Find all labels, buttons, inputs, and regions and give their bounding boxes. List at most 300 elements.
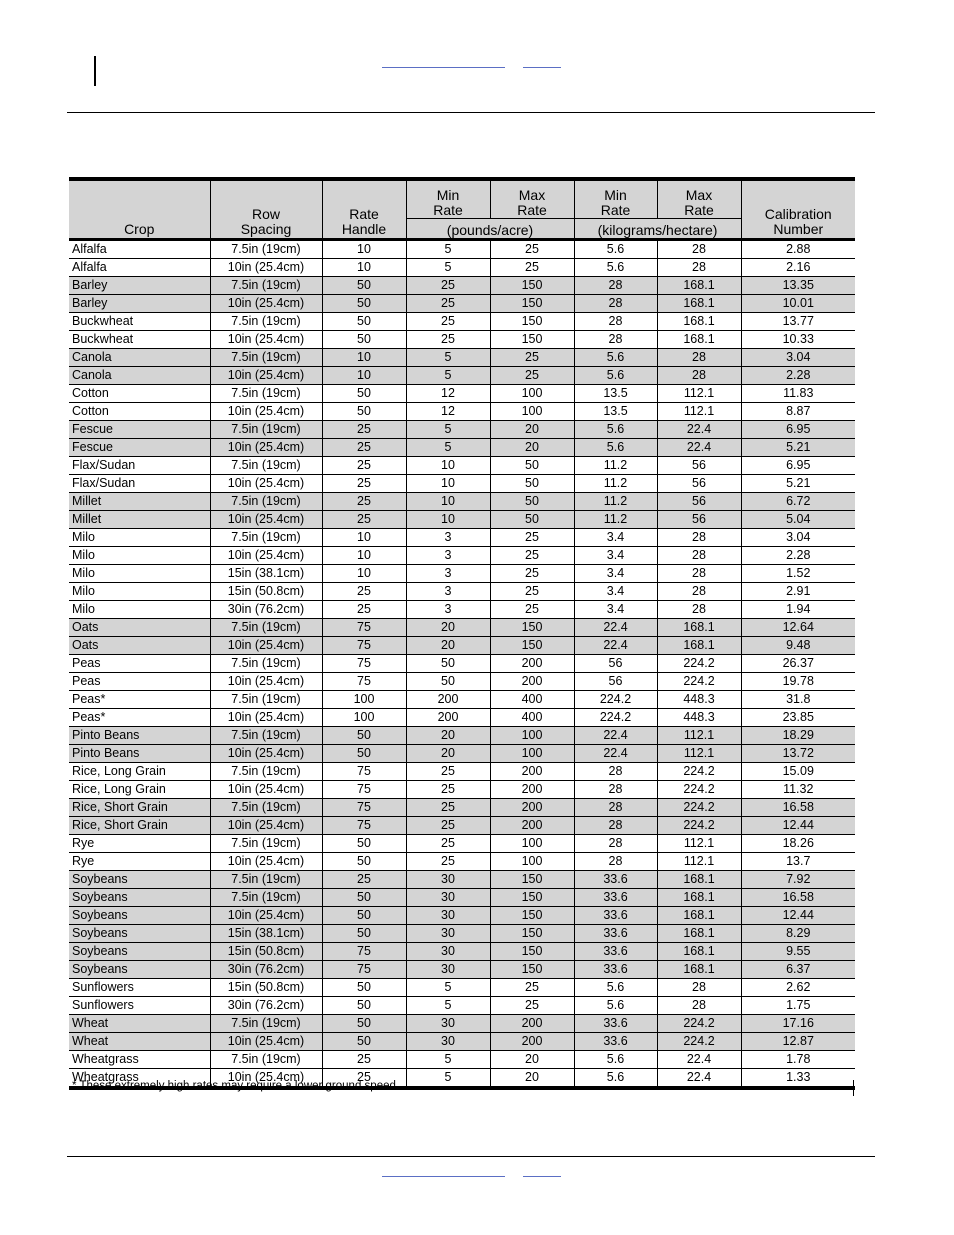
cell-max-rate-lb: 25 — [490, 997, 574, 1015]
cell-max-rate-lb: 50 — [490, 511, 574, 529]
header-link-underline-left[interactable] — [382, 67, 505, 68]
cell-min-rate-kg: 33.6 — [574, 889, 657, 907]
cell-rate-handle: 50 — [322, 277, 406, 295]
cell-max-rate-kg: 112.1 — [657, 727, 741, 745]
cell-min-rate-kg: 5.6 — [574, 240, 657, 259]
cell-min-rate-lb: 50 — [406, 655, 490, 673]
cell-crop: Milo — [69, 529, 210, 547]
cell-crop: Milo — [69, 583, 210, 601]
cell-min-rate-kg: 33.6 — [574, 961, 657, 979]
cell-min-rate-lb: 10 — [406, 457, 490, 475]
cell-max-rate-kg: 168.1 — [657, 925, 741, 943]
cell-rate-handle: 75 — [322, 799, 406, 817]
cell-max-rate-lb: 150 — [490, 295, 574, 313]
cell-min-rate-kg: 33.6 — [574, 871, 657, 889]
cell-row-spacing: 15in (50.8cm) — [210, 979, 322, 997]
cell-row-spacing: 7.5in (19cm) — [210, 240, 322, 259]
table-row — [69, 709, 855, 727]
cell-rate-handle: 25 — [322, 493, 406, 511]
table-row — [69, 817, 855, 835]
cell-row-spacing: 15in (50.8cm) — [210, 943, 322, 961]
cell-max-rate-kg: 112.1 — [657, 403, 741, 421]
cell-max-rate-kg: 168.1 — [657, 637, 741, 655]
cell-min-rate-lb: 25 — [406, 781, 490, 799]
cell-max-rate-kg: 224.2 — [657, 1033, 741, 1051]
table-row — [69, 997, 855, 1015]
cell-row-spacing: 7.5in (19cm) — [210, 457, 322, 475]
cell-calibration-number: 1.52 — [741, 565, 855, 583]
cell-crop: Sunflowers — [69, 997, 210, 1015]
cell-max-rate-lb: 25 — [490, 367, 574, 385]
footer-link-underline-left[interactable] — [382, 1176, 505, 1177]
cell-calibration-number: 6.95 — [741, 421, 855, 439]
cell-crop: Soybeans — [69, 925, 210, 943]
cell-max-rate-kg: 112.1 — [657, 853, 741, 871]
cell-row-spacing: 10in (25.4cm) — [210, 745, 322, 763]
cell-max-rate-kg: 22.4 — [657, 439, 741, 457]
cell-max-rate-kg: 28 — [657, 259, 741, 277]
cell-calibration-number: 1.33 — [741, 1069, 855, 1089]
cell-max-rate-kg: 168.1 — [657, 907, 741, 925]
cell-max-rate-lb: 25 — [490, 979, 574, 997]
cell-max-rate-lb: 150 — [490, 619, 574, 637]
cell-row-spacing: 10in (25.4cm) — [210, 259, 322, 277]
cell-max-rate-lb: 50 — [490, 457, 574, 475]
cell-min-rate-lb: 25 — [406, 853, 490, 871]
cell-min-rate-kg: 28 — [574, 331, 657, 349]
cell-calibration-number: 16.58 — [741, 799, 855, 817]
cell-min-rate-kg: 33.6 — [574, 925, 657, 943]
cell-min-rate-lb: 20 — [406, 745, 490, 763]
cell-max-rate-kg: 224.2 — [657, 655, 741, 673]
footer-link-underline-right[interactable] — [523, 1176, 561, 1177]
cell-min-rate-lb: 30 — [406, 1033, 490, 1051]
cell-min-rate-lb: 5 — [406, 1051, 490, 1069]
table-row — [69, 673, 855, 691]
cell-calibration-number: 8.87 — [741, 403, 855, 421]
cell-rate-handle: 50 — [322, 925, 406, 943]
header-rate-handle: Rate Handle — [322, 179, 406, 240]
table-row — [69, 925, 855, 943]
cell-min-rate-lb: 20 — [406, 637, 490, 655]
cell-max-rate-kg: 56 — [657, 475, 741, 493]
cell-row-spacing: 10in (25.4cm) — [210, 547, 322, 565]
table-row — [69, 475, 855, 493]
cell-max-rate-lb: 50 — [490, 475, 574, 493]
cell-rate-handle: 100 — [322, 709, 406, 727]
cell-crop: Milo — [69, 547, 210, 565]
table-row — [69, 835, 855, 853]
cell-calibration-number: 18.29 — [741, 727, 855, 745]
table-row — [69, 295, 855, 313]
cell-row-spacing: 10in (25.4cm) — [210, 439, 322, 457]
cell-crop: Oats — [69, 619, 210, 637]
table-row — [69, 1033, 855, 1051]
header-rule — [67, 112, 875, 113]
cell-min-rate-kg: 28 — [574, 763, 657, 781]
cell-max-rate-lb: 400 — [490, 691, 574, 709]
table-body — [69, 240, 855, 1089]
cell-calibration-number: 7.92 — [741, 871, 855, 889]
cell-calibration-number: 26.37 — [741, 655, 855, 673]
cell-max-rate-lb: 25 — [490, 547, 574, 565]
cell-max-rate-lb: 25 — [490, 601, 574, 619]
cell-rate-handle: 10 — [322, 367, 406, 385]
cell-crop: Sunflowers — [69, 979, 210, 997]
cell-row-spacing: 7.5in (19cm) — [210, 799, 322, 817]
cell-calibration-number: 2.91 — [741, 583, 855, 601]
cell-max-rate-kg: 22.4 — [657, 1051, 741, 1069]
cell-max-rate-kg: 56 — [657, 511, 741, 529]
cell-rate-handle: 25 — [322, 421, 406, 439]
cell-max-rate-lb: 25 — [490, 583, 574, 601]
cell-rate-handle: 75 — [322, 637, 406, 655]
cell-calibration-number: 11.32 — [741, 781, 855, 799]
cell-max-rate-lb: 20 — [490, 1051, 574, 1069]
cell-min-rate-lb: 25 — [406, 799, 490, 817]
cell-row-spacing: 15in (38.1cm) — [210, 925, 322, 943]
cell-row-spacing: 10in (25.4cm) — [210, 475, 322, 493]
cell-min-rate-lb: 200 — [406, 691, 490, 709]
cell-calibration-number: 6.72 — [741, 493, 855, 511]
cell-row-spacing: 30in (76.2cm) — [210, 997, 322, 1015]
cell-max-rate-lb: 200 — [490, 1015, 574, 1033]
cell-max-rate-kg: 112.1 — [657, 745, 741, 763]
table-row — [69, 331, 855, 349]
cell-max-rate-lb: 25 — [490, 259, 574, 277]
table-row — [69, 619, 855, 637]
table-row — [69, 583, 855, 601]
table-row — [69, 727, 855, 745]
cell-min-rate-lb: 25 — [406, 817, 490, 835]
cell-max-rate-kg: 168.1 — [657, 871, 741, 889]
cell-min-rate-lb: 12 — [406, 403, 490, 421]
cell-crop: Soybeans — [69, 889, 210, 907]
cell-crop: Cotton — [69, 403, 210, 421]
table-row — [69, 979, 855, 997]
cell-max-rate-lb: 100 — [490, 727, 574, 745]
cell-max-rate-lb: 100 — [490, 403, 574, 421]
table-row — [69, 259, 855, 277]
cell-row-spacing: 7.5in (19cm) — [210, 763, 322, 781]
cell-max-rate-kg: 22.4 — [657, 421, 741, 439]
table-row — [69, 421, 855, 439]
cell-calibration-number: 13.72 — [741, 745, 855, 763]
cell-crop: Rice, Long Grain — [69, 763, 210, 781]
cell-max-rate-lb: 100 — [490, 745, 574, 763]
table-header-row — [69, 179, 855, 219]
cell-row-spacing: 30in (76.2cm) — [210, 961, 322, 979]
cell-max-rate-kg: 112.1 — [657, 385, 741, 403]
cell-min-rate-lb: 5 — [406, 240, 490, 259]
header-calibration-number: Calibration Number — [741, 179, 855, 240]
cell-calibration-number: 15.09 — [741, 763, 855, 781]
cell-rate-handle: 50 — [322, 727, 406, 745]
cell-crop: Millet — [69, 511, 210, 529]
cell-min-rate-kg: 5.6 — [574, 349, 657, 367]
cell-min-rate-lb: 25 — [406, 331, 490, 349]
table-row — [69, 961, 855, 979]
cell-max-rate-lb: 20 — [490, 1069, 574, 1089]
cell-crop: Flax/Sudan — [69, 457, 210, 475]
cell-max-rate-kg: 224.2 — [657, 763, 741, 781]
cell-rate-handle: 10 — [322, 529, 406, 547]
cell-rate-handle: 25 — [322, 1069, 406, 1089]
cell-rate-handle: 25 — [322, 457, 406, 475]
cell-calibration-number: 1.94 — [741, 601, 855, 619]
cell-min-rate-kg: 22.4 — [574, 745, 657, 763]
cell-rate-handle: 25 — [322, 439, 406, 457]
cell-min-rate-kg: 28 — [574, 313, 657, 331]
cell-min-rate-lb: 200 — [406, 709, 490, 727]
cell-rate-handle: 50 — [322, 835, 406, 853]
cell-row-spacing: 7.5in (19cm) — [210, 871, 322, 889]
cell-min-rate-lb: 30 — [406, 889, 490, 907]
cell-rate-handle: 25 — [322, 601, 406, 619]
cell-max-rate-lb: 25 — [490, 565, 574, 583]
cell-min-rate-lb: 30 — [406, 925, 490, 943]
cell-min-rate-kg: 3.4 — [574, 565, 657, 583]
cell-min-rate-lb: 20 — [406, 727, 490, 745]
cell-calibration-number: 13.7 — [741, 853, 855, 871]
table-row — [69, 313, 855, 331]
cell-row-spacing: 10in (25.4cm) — [210, 637, 322, 655]
cell-min-rate-kg: 28 — [574, 835, 657, 853]
cell-crop: Fescue — [69, 421, 210, 439]
cell-min-rate-kg: 22.4 — [574, 619, 657, 637]
cell-calibration-number: 12.87 — [741, 1033, 855, 1051]
cell-row-spacing: 7.5in (19cm) — [210, 727, 322, 745]
cell-crop: Wheatgrass — [69, 1051, 210, 1069]
cell-crop: Oats — [69, 637, 210, 655]
cell-max-rate-kg: 224.2 — [657, 781, 741, 799]
cell-max-rate-kg: 448.3 — [657, 691, 741, 709]
cell-max-rate-lb: 100 — [490, 835, 574, 853]
cell-rate-handle: 75 — [322, 673, 406, 691]
table-row — [69, 601, 855, 619]
table-row — [69, 565, 855, 583]
cell-max-rate-kg: 168.1 — [657, 889, 741, 907]
cell-calibration-number: 12.64 — [741, 619, 855, 637]
cell-rate-handle: 25 — [322, 511, 406, 529]
cell-min-rate-kg: 28 — [574, 799, 657, 817]
cell-max-rate-lb: 150 — [490, 637, 574, 655]
cell-crop: Rice, Short Grain — [69, 799, 210, 817]
cell-row-spacing: 7.5in (19cm) — [210, 889, 322, 907]
table-row — [69, 655, 855, 673]
cell-row-spacing: 7.5in (19cm) — [210, 529, 322, 547]
cell-rate-handle: 10 — [322, 259, 406, 277]
cell-rate-handle: 25 — [322, 1051, 406, 1069]
cell-min-rate-lb: 30 — [406, 907, 490, 925]
cell-calibration-number: 9.48 — [741, 637, 855, 655]
cell-calibration-number: 10.01 — [741, 295, 855, 313]
cell-rate-handle: 10 — [322, 240, 406, 259]
cell-row-spacing: 10in (25.4cm) — [210, 781, 322, 799]
cell-row-spacing: 10in (25.4cm) — [210, 709, 322, 727]
cell-crop: Rye — [69, 835, 210, 853]
cell-min-rate-lb: 30 — [406, 943, 490, 961]
cell-min-rate-lb: 30 — [406, 871, 490, 889]
cell-rate-handle: 50 — [322, 313, 406, 331]
cell-max-rate-lb: 25 — [490, 240, 574, 259]
cell-crop: Milo — [69, 601, 210, 619]
cell-max-rate-lb: 150 — [490, 331, 574, 349]
cell-crop: Flax/Sudan — [69, 475, 210, 493]
cell-rate-handle: 50 — [322, 889, 406, 907]
table-row — [69, 367, 855, 385]
cell-row-spacing: 7.5in (19cm) — [210, 1051, 322, 1069]
cell-min-rate-kg: 11.2 — [574, 457, 657, 475]
cell-min-rate-lb: 3 — [406, 583, 490, 601]
cell-min-rate-lb: 10 — [406, 475, 490, 493]
cell-min-rate-kg: 11.2 — [574, 493, 657, 511]
cell-crop: Alfalfa — [69, 259, 210, 277]
cell-crop: Canola — [69, 349, 210, 367]
table-row — [69, 529, 855, 547]
table-row — [69, 1051, 855, 1069]
cell-min-rate-kg: 224.2 — [574, 691, 657, 709]
cell-crop: Milo — [69, 565, 210, 583]
cell-min-rate-kg: 3.4 — [574, 547, 657, 565]
cell-max-rate-kg: 28 — [657, 240, 741, 259]
cell-min-rate-lb: 5 — [406, 439, 490, 457]
cell-crop: Pinto Beans — [69, 745, 210, 763]
cell-max-rate-lb: 200 — [490, 1033, 574, 1051]
cell-row-spacing: 10in (25.4cm) — [210, 853, 322, 871]
header-unit-pounds-acre: (pounds/acre) — [406, 219, 574, 240]
cell-max-rate-lb: 200 — [490, 673, 574, 691]
header-min-rate-lb: Min Rate — [406, 179, 490, 219]
cell-crop: Buckwheat — [69, 313, 210, 331]
footer-rule — [67, 1156, 875, 1157]
cell-max-rate-lb: 150 — [490, 925, 574, 943]
cell-min-rate-lb: 5 — [406, 367, 490, 385]
cell-min-rate-lb: 30 — [406, 961, 490, 979]
cell-row-spacing: 10in (25.4cm) — [210, 1033, 322, 1051]
cell-max-rate-lb: 150 — [490, 871, 574, 889]
cell-max-rate-lb: 100 — [490, 853, 574, 871]
cell-max-rate-kg: 224.2 — [657, 799, 741, 817]
cell-calibration-number: 19.78 — [741, 673, 855, 691]
cell-rate-handle: 75 — [322, 763, 406, 781]
cell-calibration-number: 2.28 — [741, 547, 855, 565]
table-row — [69, 1015, 855, 1033]
cell-rate-handle: 50 — [322, 385, 406, 403]
cell-rate-handle: 75 — [322, 943, 406, 961]
cell-min-rate-kg: 5.6 — [574, 1069, 657, 1089]
cell-max-rate-lb: 150 — [490, 313, 574, 331]
cell-max-rate-lb: 20 — [490, 421, 574, 439]
cell-max-rate-kg: 22.4 — [657, 1069, 741, 1089]
cell-calibration-number: 2.62 — [741, 979, 855, 997]
cell-calibration-number: 31.8 — [741, 691, 855, 709]
cell-min-rate-lb: 5 — [406, 997, 490, 1015]
cell-min-rate-kg: 33.6 — [574, 1015, 657, 1033]
cell-min-rate-lb: 25 — [406, 835, 490, 853]
cell-rate-handle: 75 — [322, 817, 406, 835]
cell-min-rate-lb: 10 — [406, 493, 490, 511]
cell-min-rate-lb: 20 — [406, 619, 490, 637]
cell-crop: Peas* — [69, 709, 210, 727]
cell-min-rate-lb: 5 — [406, 1069, 490, 1089]
cell-row-spacing: 10in (25.4cm) — [210, 331, 322, 349]
header-link-underline-right[interactable] — [523, 67, 561, 68]
cell-min-rate-kg: 13.5 — [574, 385, 657, 403]
cell-max-rate-kg: 28 — [657, 349, 741, 367]
cell-min-rate-kg: 5.6 — [574, 439, 657, 457]
cell-max-rate-lb: 200 — [490, 799, 574, 817]
cell-max-rate-kg: 28 — [657, 583, 741, 601]
cell-row-spacing: 10in (25.4cm) — [210, 295, 322, 313]
cell-rate-handle: 10 — [322, 349, 406, 367]
cell-max-rate-kg: 448.3 — [657, 709, 741, 727]
cell-crop: Barley — [69, 295, 210, 313]
cell-min-rate-lb: 25 — [406, 763, 490, 781]
cell-row-spacing: 10in (25.4cm) — [210, 907, 322, 925]
cell-crop: Pinto Beans — [69, 727, 210, 745]
header-max-rate-kg: Max Rate — [657, 179, 741, 219]
cell-max-rate-lb: 200 — [490, 817, 574, 835]
table-row — [69, 637, 855, 655]
cell-rate-handle: 75 — [322, 961, 406, 979]
cell-min-rate-kg: 28 — [574, 277, 657, 295]
cell-max-rate-kg: 28 — [657, 565, 741, 583]
cell-min-rate-kg: 5.6 — [574, 421, 657, 439]
cell-crop: Soybeans — [69, 907, 210, 925]
cell-min-rate-lb: 10 — [406, 511, 490, 529]
cell-row-spacing: 7.5in (19cm) — [210, 835, 322, 853]
cell-row-spacing: 30in (76.2cm) — [210, 601, 322, 619]
cell-calibration-number: 2.28 — [741, 367, 855, 385]
cell-max-rate-lb: 20 — [490, 439, 574, 457]
cell-rate-handle: 50 — [322, 907, 406, 925]
cell-min-rate-kg: 5.6 — [574, 1051, 657, 1069]
cell-max-rate-kg: 224.2 — [657, 1015, 741, 1033]
cell-min-rate-lb: 25 — [406, 295, 490, 313]
table-row — [69, 763, 855, 781]
cell-min-rate-kg: 3.4 — [574, 529, 657, 547]
cell-crop: Wheatgrass — [69, 1069, 210, 1089]
header-crop: Crop — [69, 179, 210, 240]
cell-max-rate-kg: 28 — [657, 529, 741, 547]
cell-rate-handle: 50 — [322, 295, 406, 313]
cell-crop: Rice, Short Grain — [69, 817, 210, 835]
cell-crop: Canola — [69, 367, 210, 385]
cell-row-spacing: 7.5in (19cm) — [210, 385, 322, 403]
header-margin-bar — [94, 56, 96, 86]
cell-min-rate-lb: 25 — [406, 277, 490, 295]
cell-crop: Buckwheat — [69, 331, 210, 349]
cell-crop: Millet — [69, 493, 210, 511]
cell-min-rate-lb: 50 — [406, 673, 490, 691]
table-row — [69, 439, 855, 457]
cell-max-rate-kg: 112.1 — [657, 835, 741, 853]
cell-min-rate-kg: 3.4 — [574, 583, 657, 601]
cell-max-rate-kg: 168.1 — [657, 619, 741, 637]
cell-min-rate-kg: 11.2 — [574, 475, 657, 493]
cell-min-rate-kg: 5.6 — [574, 367, 657, 385]
cell-max-rate-lb: 200 — [490, 763, 574, 781]
cell-calibration-number: 18.26 — [741, 835, 855, 853]
cell-rate-handle: 50 — [322, 331, 406, 349]
cell-rate-handle: 25 — [322, 871, 406, 889]
cell-calibration-number: 1.78 — [741, 1051, 855, 1069]
cell-max-rate-lb: 150 — [490, 943, 574, 961]
cell-calibration-number: 13.35 — [741, 277, 855, 295]
cell-max-rate-kg: 224.2 — [657, 817, 741, 835]
cell-min-rate-kg: 11.2 — [574, 511, 657, 529]
